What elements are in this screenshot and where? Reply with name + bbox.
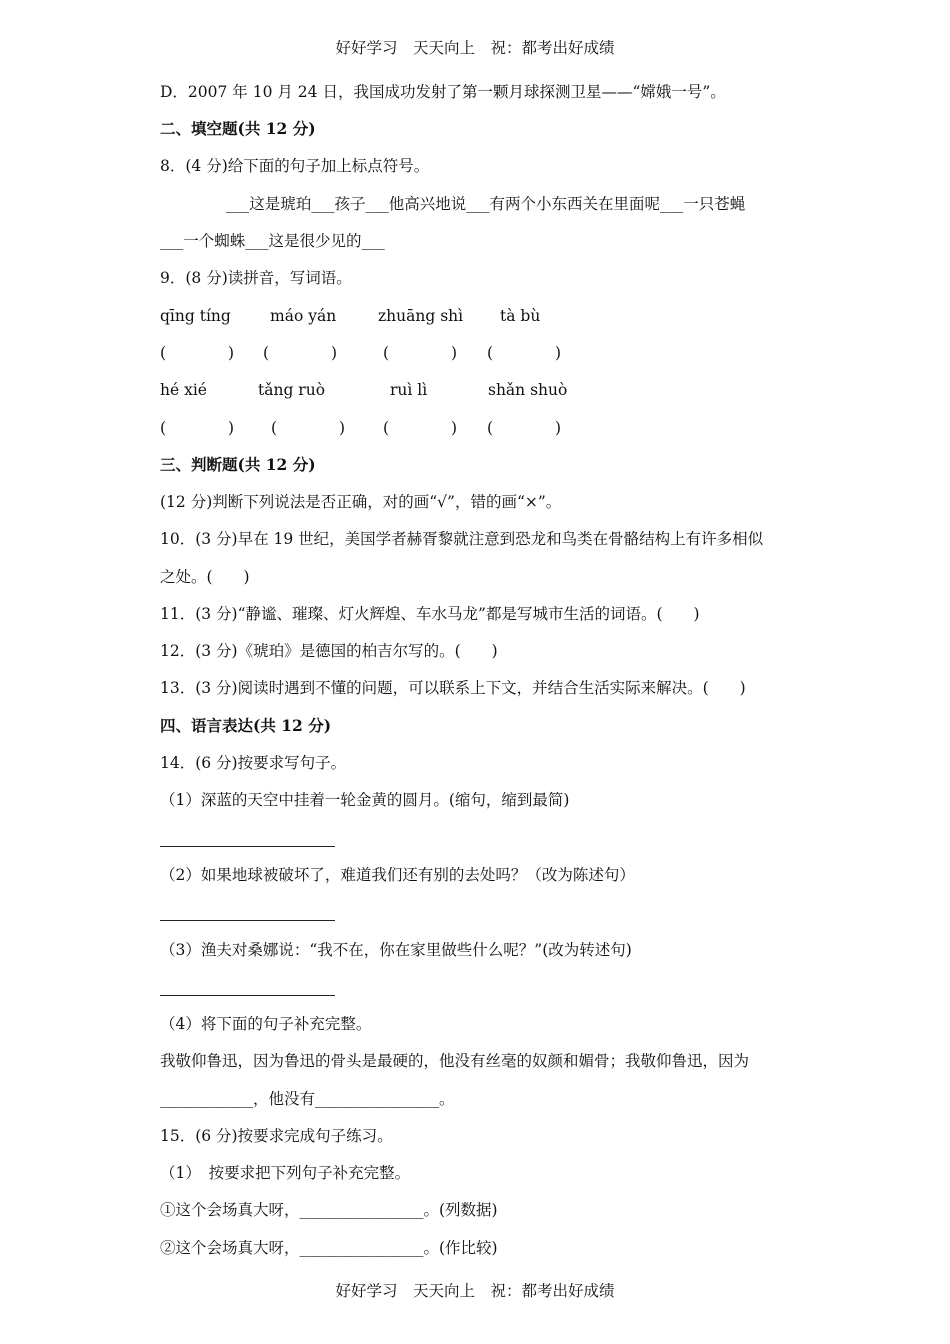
question-10-line1: 10．(3 分)早在 19 世纪，美国学者赫胥黎就注意到恐龙和鸟类在骨骼结构上有许多相似	[160, 530, 764, 548]
pinyin-item: shǎn shuò	[488, 381, 568, 399]
question-15-part1-a: ①这个会场真大呀，________________。(列数据)	[160, 1201, 498, 1219]
answer-bracket[interactable]: ( )	[271, 419, 346, 437]
answer-bracket[interactable]: ( )	[383, 419, 458, 437]
answer-line[interactable]	[160, 995, 335, 996]
question-14-part3: （3）渔夫对桑娜说：“我不在，你在家里做些什么呢？”(改为转述句)	[160, 941, 632, 959]
question-14: 14．(6 分)按要求写句子。	[160, 754, 347, 772]
question-12: 12．(3 分)《琥珀》是德国的柏吉尔写的。( )	[160, 642, 498, 660]
page-header: 好好学习 天天向上 祝：都考出好成绩	[335, 39, 615, 57]
answer-bracket[interactable]: ( )	[487, 419, 562, 437]
pinyin-item: qīng tíng	[160, 307, 231, 325]
pinyin-item: tà bù	[500, 307, 541, 325]
question-9: 9．(8 分)读拼音，写词语。	[160, 269, 352, 287]
question-13: 13．(3 分)阅读时遇到不懂的问题，可以联系上下文，并结合生活实际来解决。( )	[160, 679, 746, 697]
question-11: 11．(3 分)“静谧、璀璨、灯火辉煌、车水马龙”都是写城市生活的词语。( )	[160, 605, 700, 623]
pinyin-item: tǎng ruò	[258, 381, 326, 399]
section-4-title: 四、语言表达(共 12 分)	[160, 716, 332, 735]
question-8-sentence-line2: ___一个蜘蛛___这是很少见的___	[160, 232, 385, 250]
question-14-part1: （1）深蓝的天空中挂着一轮金黄的圆月。(缩句，缩到最简)	[160, 791, 570, 809]
pinyin-item: ruì lì	[390, 381, 428, 399]
pinyin-item: hé xié	[160, 381, 207, 399]
page-footer: 好好学习 天天向上 祝：都考出好成绩	[335, 1282, 615, 1300]
question-15-part1: （1） 按要求把下列句子补充完整。	[160, 1164, 411, 1182]
pinyin-item: máo yán	[270, 307, 337, 325]
pinyin-item: zhuāng shì	[378, 307, 464, 325]
question-14-part4: （4）将下面的句子补充完整。	[160, 1015, 372, 1033]
question-10-line2: 之处。( )	[160, 568, 250, 586]
answer-bracket[interactable]: ( )	[160, 419, 235, 437]
answer-bracket[interactable]: ( )	[160, 344, 235, 362]
answer-bracket[interactable]: ( )	[487, 344, 562, 362]
answer-bracket[interactable]: ( )	[383, 344, 458, 362]
option-d: D．2007 年 10 月 24 日，我国成功发射了第一颗月球探测卫星——“嫦娥一号”。	[160, 83, 726, 101]
question-8-sentence-line1: ___这是琥珀___孩子___他高兴地说___有两个小东西关在里面呢___一只苍蝇	[226, 195, 746, 213]
question-15-part1-b: ②这个会场真大呀，________________。(作比较)	[160, 1239, 498, 1257]
answer-line[interactable]	[160, 920, 335, 921]
question-14-part4-sentence: 我敬仰鲁迅，因为鲁迅的骨头是最硬的，他没有丝毫的奴颜和媚骨；我敬仰鲁迅，因为	[160, 1052, 750, 1070]
answer-bracket[interactable]: ( )	[263, 344, 338, 362]
question-15: 15．(6 分)按要求完成句子练习。	[160, 1127, 393, 1145]
question-14-part4-fill: ____________，他没有________________。	[160, 1090, 455, 1108]
question-8: 8．(4 分)给下面的句子加上标点符号。	[160, 157, 430, 175]
section-3-title: 三、判断题(共 12 分)	[160, 455, 316, 474]
judge-instructions: (12 分)判断下列说法是否正确，对的画“√”，错的画“×”。	[160, 493, 562, 511]
section-2-title: 二、填空题(共 12 分)	[160, 119, 316, 138]
question-14-part2: （2）如果地球被破坏了，难道我们还有别的去处吗？（改为陈述句）	[160, 866, 635, 884]
answer-line[interactable]	[160, 846, 335, 847]
